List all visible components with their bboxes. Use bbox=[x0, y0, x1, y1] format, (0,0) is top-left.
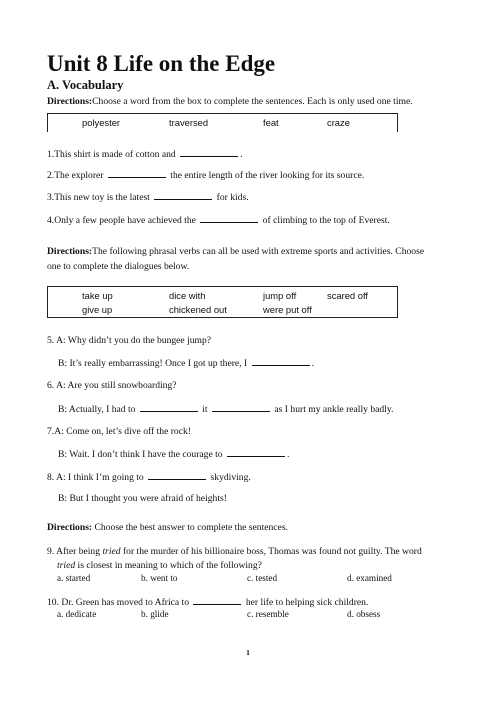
answer-blank[interactable] bbox=[212, 402, 270, 412]
option-d[interactable]: d. obsess bbox=[347, 609, 381, 619]
phrasal-verb-box bbox=[47, 286, 398, 318]
question-text: 2.The explorer bbox=[47, 170, 104, 181]
option-c[interactable]: c. tested bbox=[247, 573, 278, 583]
box-phrase: chickened out bbox=[169, 304, 227, 315]
answer-blank[interactable] bbox=[108, 168, 166, 178]
question-text: B: Wait. I don’t think I have the courage to bbox=[58, 449, 223, 460]
question-5-b bbox=[58, 356, 314, 370]
box-word: traversed bbox=[169, 117, 209, 128]
question-5-a: 5. A: Why didn’t you do the bungee jump? bbox=[47, 335, 212, 346]
answer-blank[interactable] bbox=[193, 595, 241, 605]
box-phrase: were put off bbox=[263, 304, 312, 315]
answer-blank[interactable] bbox=[180, 147, 238, 157]
option-c[interactable]: c. resemble bbox=[247, 609, 289, 619]
question-1 bbox=[47, 147, 243, 161]
question-6-a: 6. A: Are you still snowboarding? bbox=[47, 380, 177, 391]
question-6-b bbox=[58, 402, 393, 416]
option-a[interactable]: a. dedicate bbox=[57, 609, 97, 619]
question-text: is closest in meaning to which of the following? bbox=[77, 560, 262, 571]
directions-part2-line2: one to complete the dialogues below. bbox=[47, 261, 190, 272]
directions-part1 bbox=[47, 95, 413, 108]
directions-label: Directions: bbox=[47, 522, 93, 533]
option-d[interactable]: d. examined bbox=[347, 573, 392, 583]
box-phrase: give up bbox=[82, 304, 113, 315]
box-word: feat bbox=[263, 117, 279, 128]
box-word: craze bbox=[327, 117, 350, 128]
question-10 bbox=[47, 595, 368, 609]
answer-blank[interactable] bbox=[252, 356, 310, 366]
directions-label: Directions: bbox=[47, 246, 93, 257]
question-4 bbox=[47, 213, 390, 227]
directions-part2 bbox=[47, 245, 424, 258]
answer-blank[interactable] bbox=[140, 402, 198, 412]
question-text: for kids. bbox=[216, 192, 249, 203]
question-7-a: 7.A: Come on, let’s dive off the rock! bbox=[47, 426, 191, 437]
question-text: B: Actually, I had to bbox=[58, 404, 136, 415]
answer-blank[interactable] bbox=[200, 213, 258, 223]
question-text: skydiving. bbox=[210, 472, 251, 483]
option-b[interactable]: b. went to bbox=[141, 573, 178, 583]
italic-word: tried bbox=[102, 546, 121, 557]
answer-blank[interactable] bbox=[148, 470, 206, 480]
italic-word: tried bbox=[57, 560, 76, 571]
question-3 bbox=[47, 190, 249, 204]
word-box bbox=[47, 113, 398, 132]
option-b[interactable]: b. glide bbox=[141, 609, 169, 619]
option-a[interactable]: a. started bbox=[57, 573, 91, 583]
question-text: . bbox=[240, 149, 243, 160]
question-9-line2 bbox=[57, 559, 262, 572]
question-text: B: It’s really embarrassing! Once I got up there, I bbox=[58, 358, 248, 369]
question-text: as I hurt my ankle really badly. bbox=[274, 404, 394, 415]
answer-blank[interactable] bbox=[227, 447, 285, 457]
question-text: 10. Dr. Green has moved to Africa to bbox=[47, 597, 190, 608]
directions-text: Choose the best answer to complete the sentences. bbox=[94, 522, 288, 533]
box-phrase: dice with bbox=[169, 290, 206, 301]
question-text: 9. After being bbox=[47, 546, 101, 557]
answer-blank[interactable] bbox=[154, 190, 212, 200]
directions-label: Directions: bbox=[47, 96, 93, 107]
question-text: for the murder of his billionaire boss, Thomas was found not guilty. The word bbox=[122, 546, 422, 557]
page-title: Unit 8 Life on the Edge bbox=[47, 51, 276, 76]
page-number: 1 bbox=[246, 648, 250, 657]
directions-part3 bbox=[47, 521, 288, 534]
question-7-b bbox=[58, 447, 289, 461]
directions-text: The following phrasal verbs can all be used with extreme sports and activities. Choose bbox=[92, 246, 425, 257]
section-heading-vocabulary: A. Vocabulary bbox=[47, 78, 124, 92]
question-text: 4.Only a few people have achieved the bbox=[47, 215, 196, 226]
question-text: the entire length of the river looking for its source. bbox=[170, 170, 365, 181]
question-text: her life to helping sick children. bbox=[245, 597, 369, 608]
box-phrase: take up bbox=[82, 290, 113, 301]
question-8-b: B: But I thought you were afraid of heights! bbox=[58, 493, 227, 504]
directions-text: Choose a word from the box to complete the sentences. Each is only used one time. bbox=[92, 96, 413, 107]
question-text: . bbox=[287, 449, 290, 460]
question-text: it bbox=[202, 404, 208, 415]
box-word: polyester bbox=[82, 117, 121, 128]
box-phrase: scared off bbox=[327, 290, 368, 301]
question-text: 8. A: I think I’m going to bbox=[47, 472, 144, 483]
question-text: 3.This new toy is the latest bbox=[47, 192, 150, 203]
question-text: . bbox=[311, 358, 314, 369]
question-9 bbox=[47, 545, 422, 558]
question-text: of climbing to the top of Everest. bbox=[262, 215, 390, 226]
question-text: 1.This shirt is made of cotton and bbox=[47, 149, 176, 160]
question-2 bbox=[47, 168, 364, 182]
question-8-a bbox=[47, 470, 251, 484]
box-phrase: jump off bbox=[263, 290, 297, 301]
